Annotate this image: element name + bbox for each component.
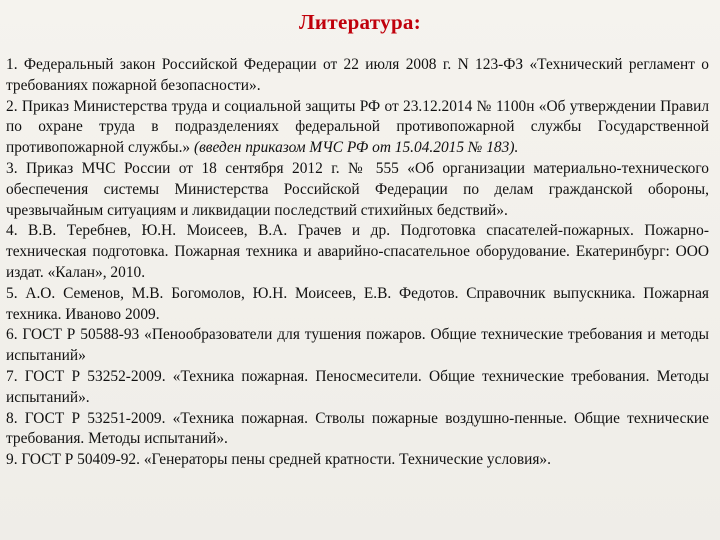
reference-text: 2. Приказ Министерства труда и социальной защиты РФ от 23.12.2014 № 1100н «Об утверждении Правил по охране труда в подразделениях федеральной противопожарной службы Государственной противопожарной службы.» — [6, 97, 709, 157]
reference-text: 6. ГОСТ Р 50588-93 «Пенообразователи для тушения пожаров. Общие технические требования и методы испытаний» — [6, 326, 709, 365]
reference-item-5 — [6, 284, 709, 326]
reference-note: (введен приказом МЧС РФ от 15.04.2015 № 183). — [193, 139, 519, 157]
reference-item-7 — [6, 367, 709, 409]
reference-text: 8. ГОСТ Р 53251-2009. «Техника пожарная. Стволы пожарные воздушно-пенные. Общие технические требования. Методы испытаний». — [6, 409, 709, 448]
reference-item-1 — [6, 55, 709, 97]
reference-item-6 — [6, 325, 709, 367]
reference-item-4 — [6, 221, 709, 283]
reference-item-2 — [6, 97, 709, 159]
reference-text: 1. Федеральный закон Российской Федерации от 22 июля 2008 г. N 123-ФЗ «Технический регламент о требованиях пожарной безопасности». — [6, 56, 709, 94]
page-title: Литература: — [298, 10, 422, 34]
reference-item-3 — [6, 159, 709, 221]
reference-text: 9. ГОСТ Р 50409-92. «Генераторы пены средней кратности. Технические условия». — [6, 451, 551, 469]
reference-text: 4. В.В. Теребнев, Ю.Н. Моисеев, В.А. Грачев и др. Подготовка спасателей-пожарных. Пожарно-техническая подготовка. Пожарная техника и аварийно-спасательное оборудование. Екатеринбург: ООО издат. «Калан», 2010. — [6, 222, 709, 281]
reference-item-9 — [6, 450, 709, 471]
reference-text: 5. А.О. Семенов, М.В. Богомолов, Ю.Н. Моисеев, Е.В. Федотов. Справочник выпускника. Пожарная техника. Иваново 2009. — [6, 284, 709, 323]
reference-list — [6, 55, 709, 471]
reference-text: 7. ГОСТ Р 53252-2009. «Техника пожарная. Пеносмесители. Общие технические требования. Методы испытаний». — [6, 367, 709, 406]
reference-item-8 — [6, 409, 709, 451]
reference-text: 3. Приказ МЧС России от 18 сентября 2012 г. № 555 «Об организации материально-технического обеспечения системы Министерства Российской Федерации по делам гражданской обороны, чрезвычайным ситуациям и ликвидации последствий стихийных бедствий». — [6, 159, 709, 219]
